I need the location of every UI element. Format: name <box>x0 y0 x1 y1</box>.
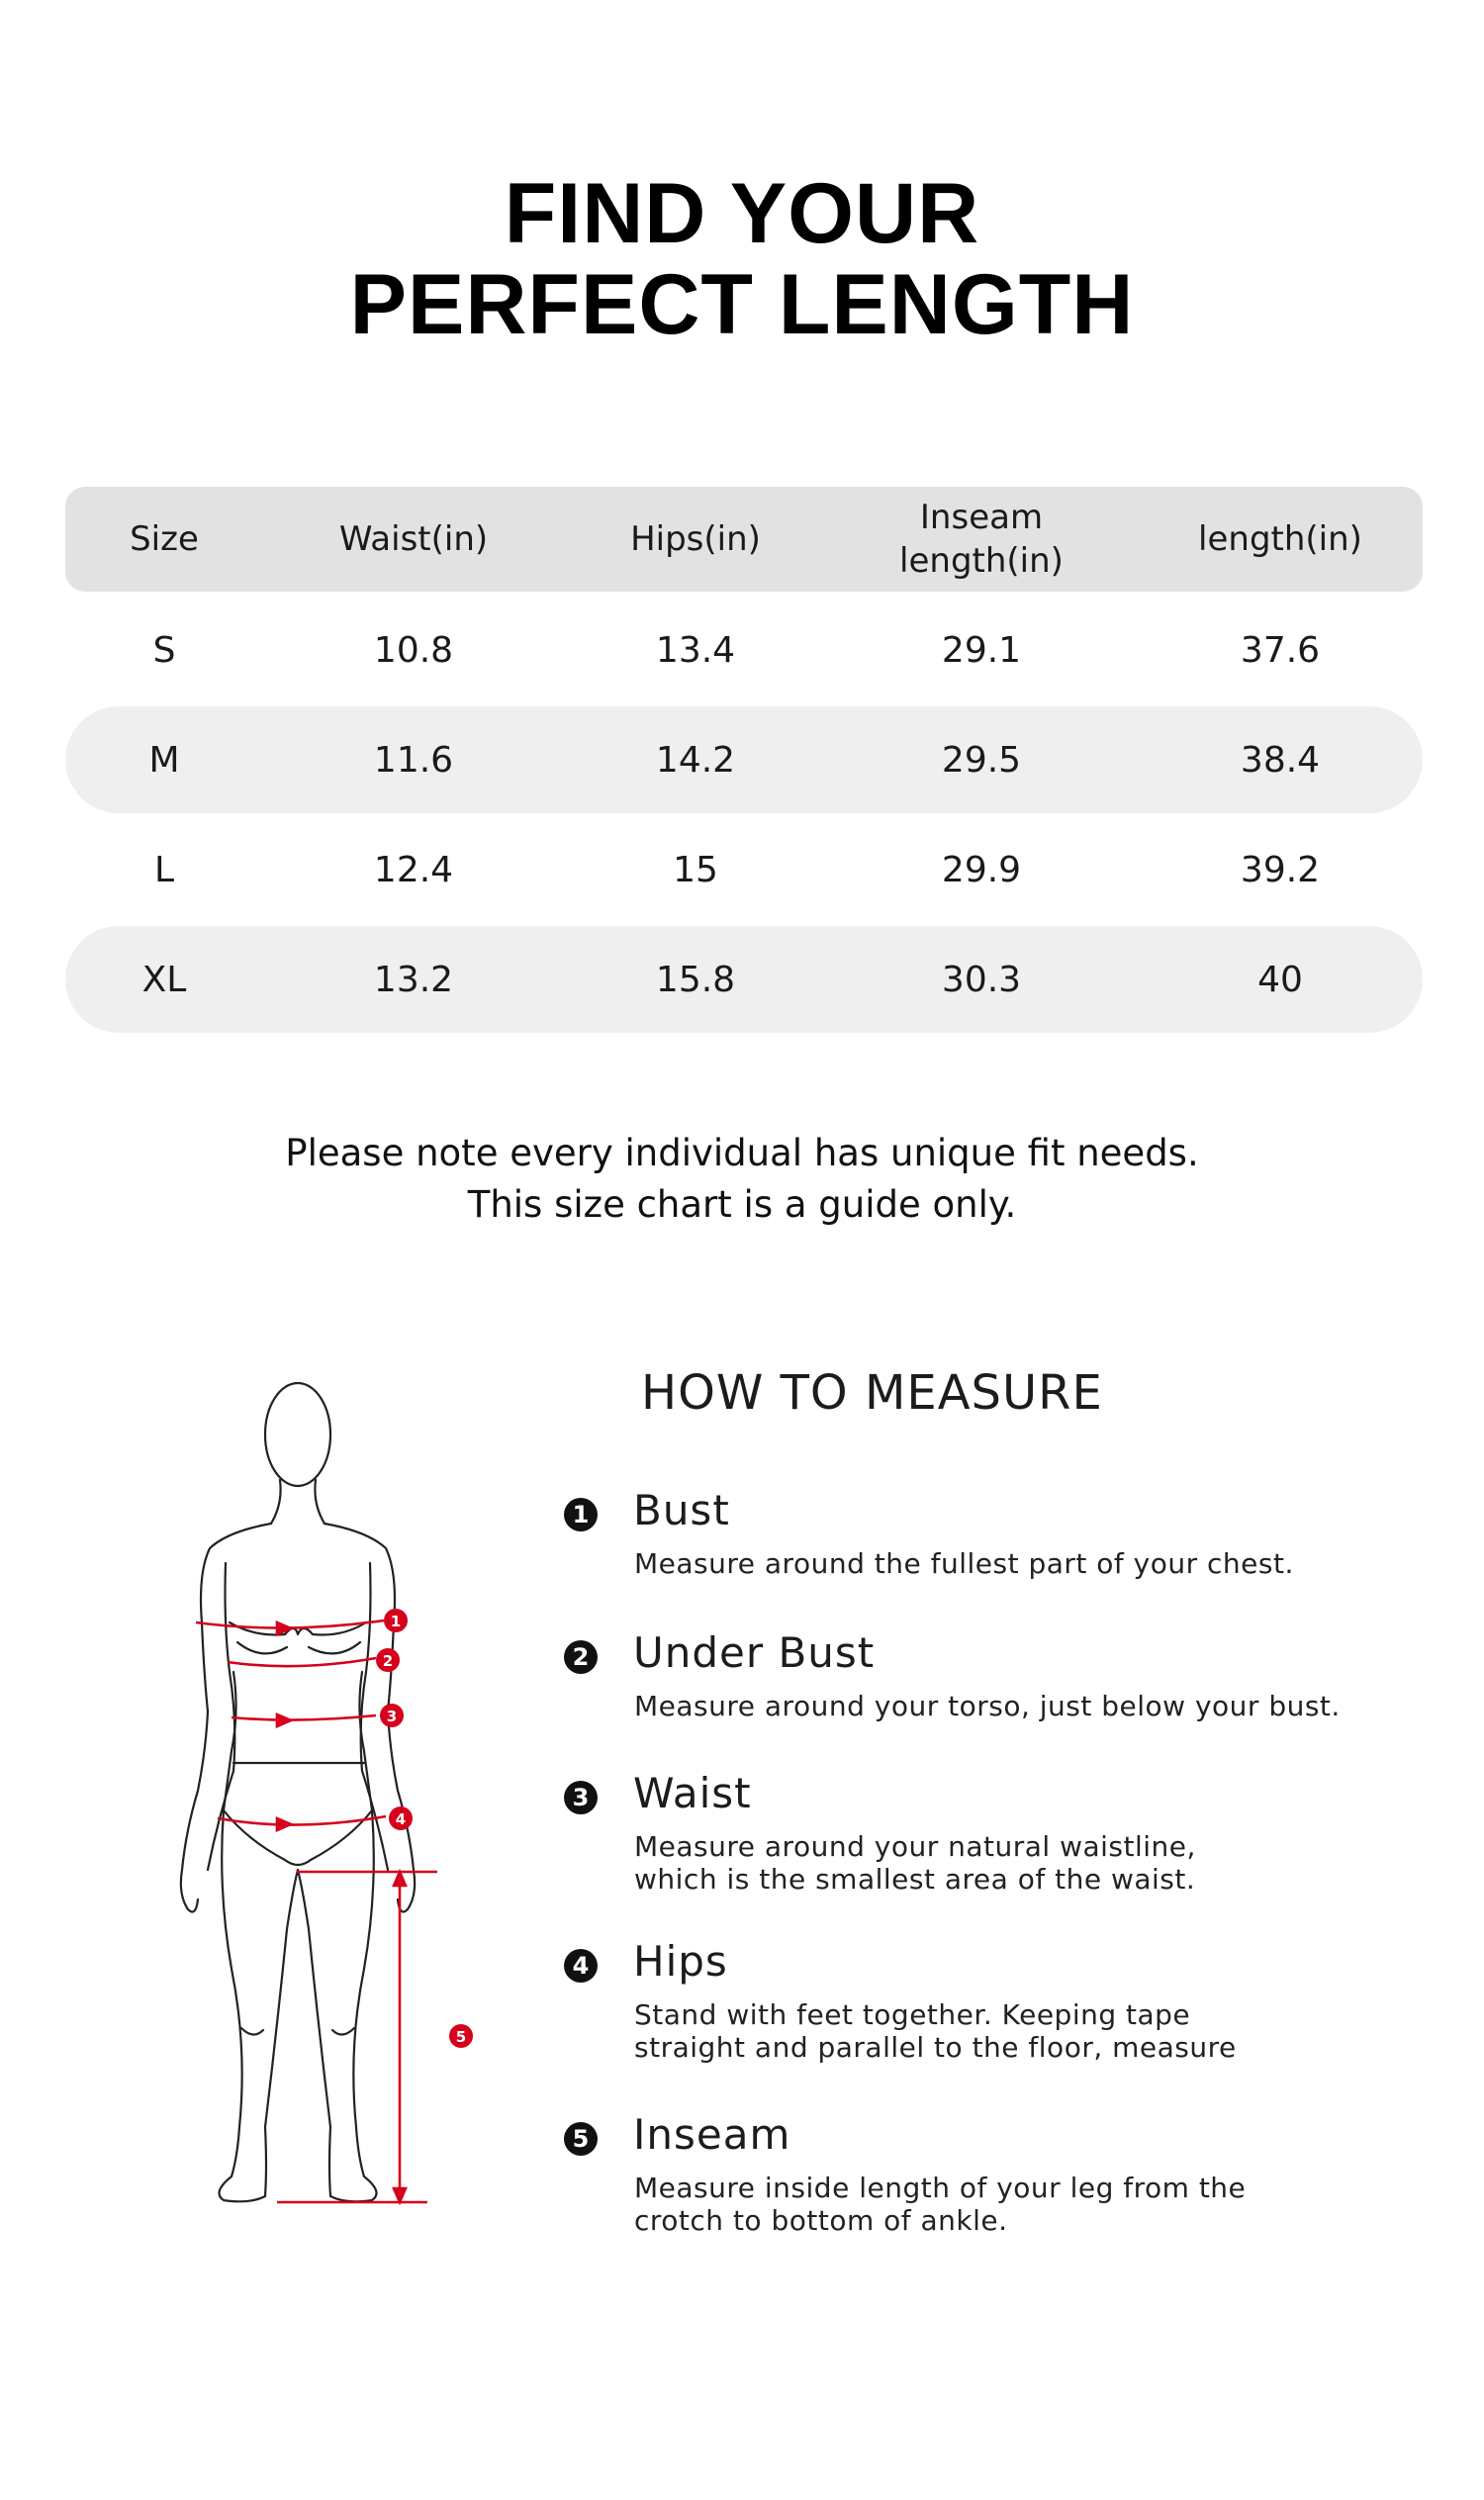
cell-waist: 10.8 <box>373 629 454 671</box>
cell-waist: 12.4 <box>373 849 454 890</box>
cell-inseam: 29.5 <box>941 739 1022 781</box>
cell-hips: 14.2 <box>655 739 736 781</box>
header-waist: Waist(in) <box>338 519 489 559</box>
marker-1: 1 <box>390 1613 402 1630</box>
step-name: Under Bust <box>633 1628 876 1677</box>
cell-hips: 13.4 <box>655 629 736 671</box>
marker-2: 2 <box>382 1652 394 1670</box>
cell-size: S <box>152 629 176 671</box>
header-length: length(in) <box>1198 519 1362 559</box>
step-number-badge: 2 <box>564 1640 598 1674</box>
cell-length: 39.2 <box>1240 849 1321 890</box>
step-description: Stand with feet together. Keeping tape straight and parallel to the floor, measure <box>634 1998 1237 2064</box>
marker-5: 5 <box>455 2028 467 2046</box>
header-inseam: Inseam length(in) <box>899 498 1064 581</box>
fit-note <box>0 1128 1484 1231</box>
marker-3: 3 <box>386 1708 398 1725</box>
marker-4: 4 <box>395 1810 407 1828</box>
cell-length: 37.6 <box>1240 629 1321 671</box>
header-size: Size <box>130 519 199 559</box>
how-to-measure-heading: HOW TO MEASURE <box>641 1365 1103 1421</box>
step-description: Measure inside length of your leg from the crotch to bottom of ankle. <box>634 2172 1247 2237</box>
step-name: Inseam <box>633 2110 791 2159</box>
table-row <box>65 597 1423 703</box>
body-measurement-figure-icon <box>168 1375 495 2246</box>
cell-size: L <box>153 849 175 890</box>
cell-waist: 11.6 <box>373 739 454 781</box>
step-number-badge: 1 <box>564 1498 598 1531</box>
step-description: Measure around your natural waistline, which is the smallest area of the waist. <box>634 1830 1196 1896</box>
cell-size: M <box>148 739 180 781</box>
header-hips: Hips(in) <box>630 519 761 559</box>
step-number-badge: 4 <box>564 1949 598 1983</box>
step-number-badge: 5 <box>564 2122 598 2156</box>
cell-size: XL <box>141 959 187 1000</box>
step-description: Measure around the fullest part of your chest. <box>634 1547 1294 1580</box>
title-line-1: FIND YOUR <box>504 166 980 261</box>
cell-inseam: 29.1 <box>941 629 1022 671</box>
step-description: Measure around your torso, just below your bust. <box>634 1690 1341 1722</box>
size-table <box>65 487 1423 1036</box>
cell-inseam: 30.3 <box>941 959 1022 1000</box>
table-row <box>65 706 1423 813</box>
cell-hips: 15.8 <box>655 959 736 1000</box>
table-header-row <box>65 487 1423 592</box>
table-row <box>65 816 1423 923</box>
figure-outline <box>181 1383 415 2201</box>
step-number-badge: 3 <box>564 1781 598 1814</box>
title-line-2: PERFECT LENGTH <box>349 257 1135 352</box>
cell-hips: 15 <box>673 849 718 890</box>
cell-length: 40 <box>1257 959 1303 1000</box>
cell-inseam: 29.9 <box>941 849 1022 890</box>
page-title <box>0 168 1484 350</box>
step-name: Hips <box>633 1937 728 1986</box>
cell-waist: 13.2 <box>373 959 454 1000</box>
fit-note-line-2: This size chart is a guide only. <box>467 1183 1017 1226</box>
step-name: Waist <box>633 1769 752 1817</box>
cell-length: 38.4 <box>1240 739 1321 781</box>
table-row <box>65 926 1423 1033</box>
fit-note-line-1: Please note every individual has unique fit needs. <box>285 1132 1199 1174</box>
step-name: Bust <box>633 1486 730 1534</box>
